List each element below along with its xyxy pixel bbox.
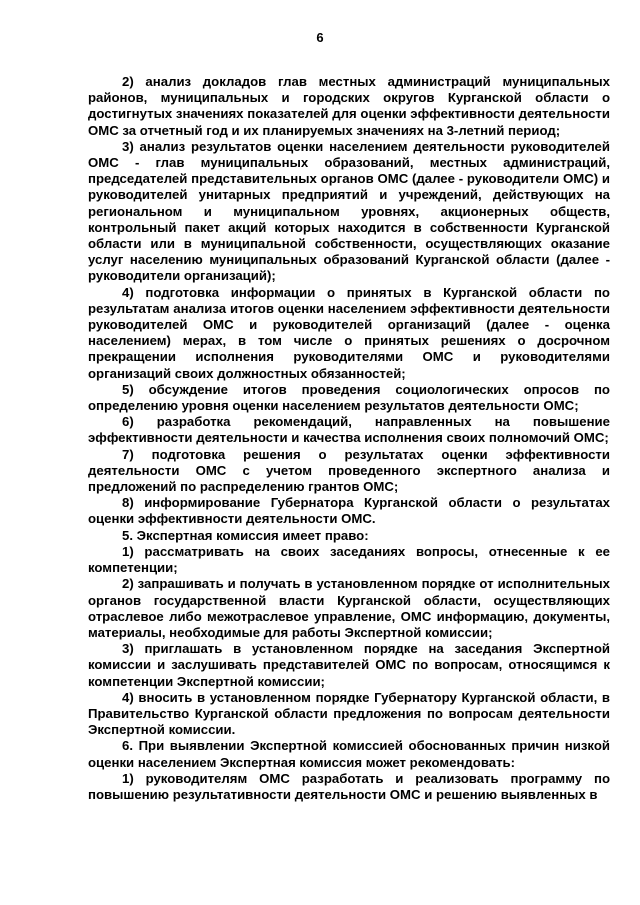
paragraph: 3) приглашать в установленном порядке на заседания Экспертной комиссии и заслушивать представителей ОМС по вопросам, относящимся к компетенции Экспертной комиссии; — [88, 641, 610, 689]
document-body — [88, 74, 610, 803]
paragraph: 3) анализ результатов оценки населением деятельности руководителей ОМС - глав муниципальных образований, местных администраций, председателей представительных органов ОМС (далее - руководители ОМС) и руководителей унитарных предприятий и учреждений, действующих на региональном и муниципальном уровнях, акционерных обществ, контрольный пакет акций которых находится в собственности Курганской области или в муниципальной собственности, осуществляющих оказание услуг населению муниципальных образований Курганской области (далее - руководители организаций); — [88, 138, 610, 284]
paragraph: 2) анализ докладов глав местных администраций муниципальных районов, муниципальных и городских округов Курганской области о достигнутых значениях показателей для оценки эффективности деятельности ОМС за отчетный год и их планируемых значениях на 3-летний период; — [88, 74, 610, 138]
page-number: 6 — [316, 30, 324, 45]
paragraph: 6) разработка рекомендаций, направленных на повышение эффективности деятельности и качества исполнения своих полномочий ОМС; — [88, 414, 610, 446]
paragraph: 5) обсуждение итогов проведения социологических опросов по определению уровня оценки населением результатов деятельности ОМС; — [88, 381, 610, 414]
paragraph: 5. Экспертная комиссия имеет право: — [122, 527, 369, 543]
paragraph: 8) информирование Губернатора Курганской области о результатах оценки эффективности деятельности ОМС. — [88, 495, 610, 527]
paragraph: 4) вносить в установленном порядке Губернатору Курганской области, в Правительство Курганской области предложения по вопросам деятельности Экспертной комиссии. — [88, 689, 610, 738]
paragraph: 1) руководителям ОМС разработать и реализовать программу по повышению результативности деятельности ОМС и решению выявленных в — [88, 770, 610, 802]
paragraph: 7) подготовка решения о результатах оценки эффективности деятельности ОМС с учетом проведенного экспертного анализа и предложений по распределению грантов ОМС; — [88, 446, 610, 495]
paragraph: 6. При выявлении Экспертной комиссией обоснованных причин низкой оценки населением Экспертная комиссия может рекомендовать: — [88, 738, 610, 770]
paragraph: 4) подготовка информации о принятых в Курганской области по результатам анализа итогов оценки населением эффективности деятельности руководителей ОМС и руководителей организаций (далее - оценка населением) мерах, в том числе о принятых решениях о досрочном прекращении исполнения руководителями ОМС и руководителями организаций своих должностных обязанностей; — [88, 284, 610, 381]
paragraph: 1) рассматривать на своих заседаниях вопросы, отнесенные к ее компетенции; — [88, 543, 610, 576]
paragraph: 2) запрашивать и получать в установленном порядке от исполнительных органов государственной власти Курганской области, осуществляющих отраслевое либо межотраслевое управление, ОМС информацию, документы, материалы, необходимые для работы Экспертной комиссии; — [88, 576, 610, 640]
